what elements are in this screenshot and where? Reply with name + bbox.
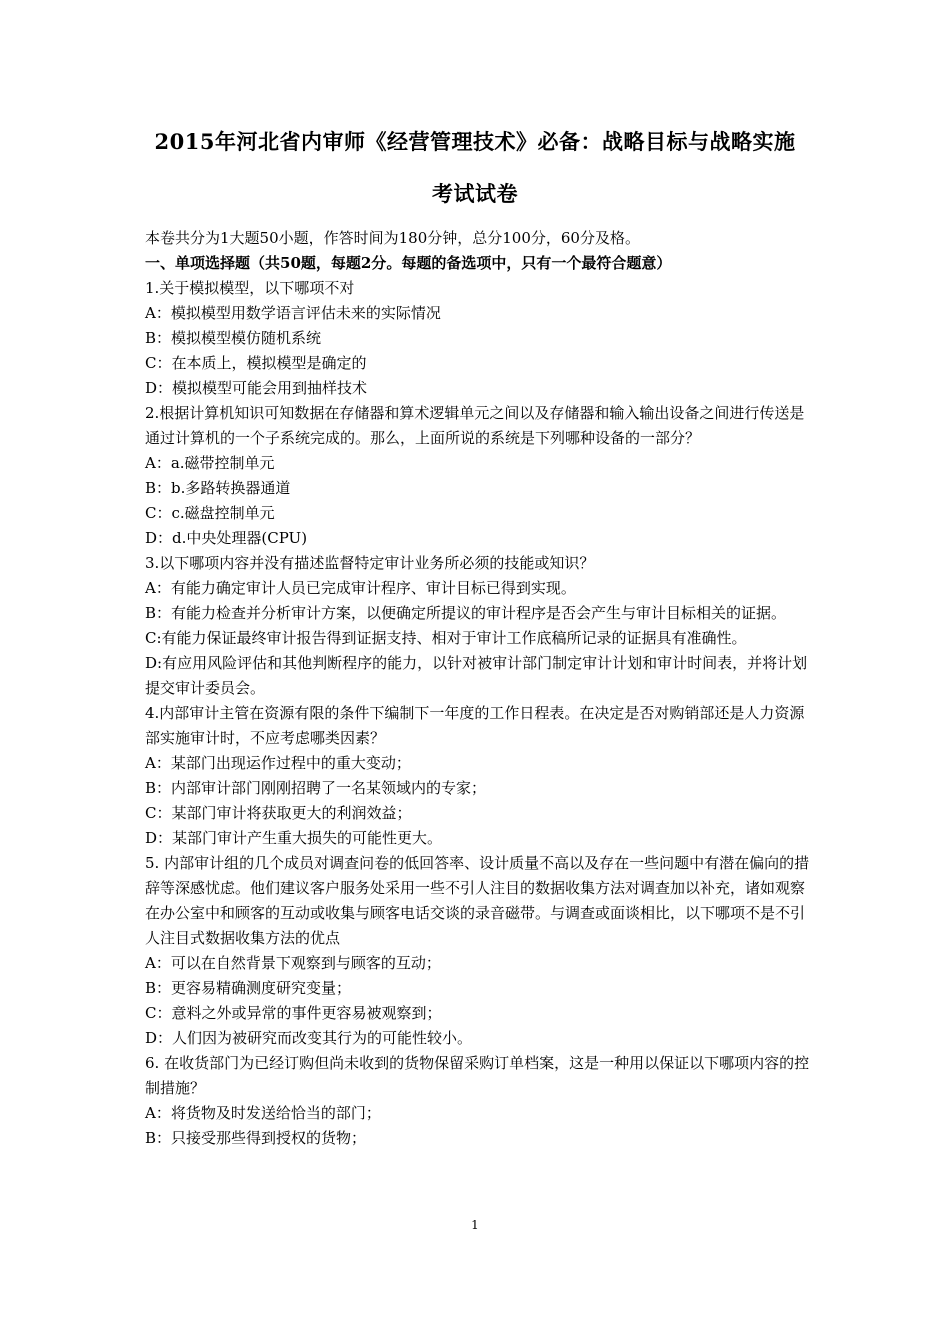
option-d: D：人们因为被研究而改变其行为的可能性较小。 bbox=[145, 1029, 473, 1047]
document-body bbox=[145, 226, 813, 1151]
option-d: D：模拟模型可能会用到抽样技术 bbox=[145, 379, 368, 397]
option-d: D:有应用风险评估和其他判断程序的能力，以针对被审计部门制定审计计划和审计时间表，并将计划提交审计委员会。 bbox=[145, 654, 808, 697]
page-number: 1 bbox=[471, 1218, 479, 1232]
question-2 bbox=[145, 401, 813, 551]
option-b: B：更容易精确测度研究变量； bbox=[145, 979, 352, 997]
option-a: A：模拟模型用数学语言评估未来的实际情况 bbox=[145, 304, 441, 322]
option-b: B：有能力检查并分析审计方案，以便确定所提议的审计程序是否会产生与审计目标相关的证据。 bbox=[145, 604, 787, 622]
exam-intro: 本卷共分为1大题50小题，作答时间为180分钟，总分100分，60分及格。 bbox=[145, 229, 640, 247]
option-d: D：某部门审计产生重大损失的可能性更大。 bbox=[145, 829, 443, 847]
question-stem: 6. 在收货部门为已经订购但尚未收到的货物保留采购订单档案，这是一种用以保证以下哪项内容的控制措施？ bbox=[145, 1054, 810, 1097]
question-stem: 5. 内部审计组的几个成员对调查问卷的低回答率、设计质量不高以及存在一些问题中有潜在偏向的措辞等深感忧虑。他们建议客户服务处采用一些不引人注目的数据收集方法对调查加以补充，诸如观察在办公室中和顾客的互动或收集与顾客电话交谈的录音磁带。与调查或面谈相比，以下哪项不是不引人注目式数据收集方法的优点 bbox=[145, 854, 810, 947]
option-a: A：将货物及时发送给恰当的部门； bbox=[145, 1104, 381, 1122]
section-heading: 一、单项选择题（共50题，每题2分。每题的备选项中，只有一个最符合题意） bbox=[145, 254, 672, 272]
option-a: A：a.磁带控制单元 bbox=[145, 454, 275, 472]
option-c: C：在本质上，模拟模型是确定的 bbox=[145, 354, 367, 372]
question-1 bbox=[145, 276, 813, 401]
document-title-line-1: 2015年河北省内审师《经营管理技术》必备：战略目标与战略实施 bbox=[154, 129, 796, 154]
option-b: B：模拟模型模仿随机系统 bbox=[145, 329, 322, 347]
document-title-line-2: 考试试卷 bbox=[432, 181, 518, 206]
question-stem: 4.内部审计主管在资源有限的条件下编制下一年度的工作日程表。在决定是否对购销部还是人力资源部实施审计时，不应考虑哪类因素？ bbox=[145, 704, 805, 747]
question-stem: 3.以下哪项内容并没有描述监督特定审计业务所必须的技能或知识？ bbox=[145, 554, 595, 572]
option-a: A：某部门出现运作过程中的重大变动； bbox=[145, 754, 411, 772]
option-c: C：某部门审计将获取更大的利润效益； bbox=[145, 804, 412, 822]
question-5 bbox=[145, 851, 813, 1051]
option-b: B：只接受那些得到授权的货物； bbox=[145, 1129, 367, 1147]
option-a: A：可以在自然背景下观察到与顾客的互动； bbox=[145, 954, 441, 972]
option-d: D：d.中央处理器(CPU) bbox=[145, 529, 308, 547]
option-b: B：b.多路转换器通道 bbox=[145, 479, 291, 497]
question-stem: 1.关于模拟模型，以下哪项不对 bbox=[145, 279, 355, 297]
option-b: B：内部审计部门刚刚招聘了一名某领域内的专家； bbox=[145, 779, 487, 797]
question-stem: 2.根据计算机知识可知数据在存储器和算术逻辑单元之间以及存储器和输入输出设备之间进行传送是通过计算机的一个子系统完成的。那么，上面所说的系统是下列哪种设备的一部分？ bbox=[145, 404, 805, 447]
option-c: C:有能力保证最终审计报告得到证据支持、相对于审计工作底稿所记录的证据具有准确性。 bbox=[145, 629, 747, 647]
option-a: A：有能力确定审计人员已完成审计程序、审计目标已得到实现。 bbox=[145, 579, 576, 597]
option-c: C：意料之外或异常的事件更容易被观察到； bbox=[145, 1004, 442, 1022]
question-6 bbox=[145, 1051, 813, 1151]
question-4 bbox=[145, 701, 813, 851]
question-3 bbox=[145, 551, 813, 701]
option-c: C：c.磁盘控制单元 bbox=[145, 504, 275, 522]
